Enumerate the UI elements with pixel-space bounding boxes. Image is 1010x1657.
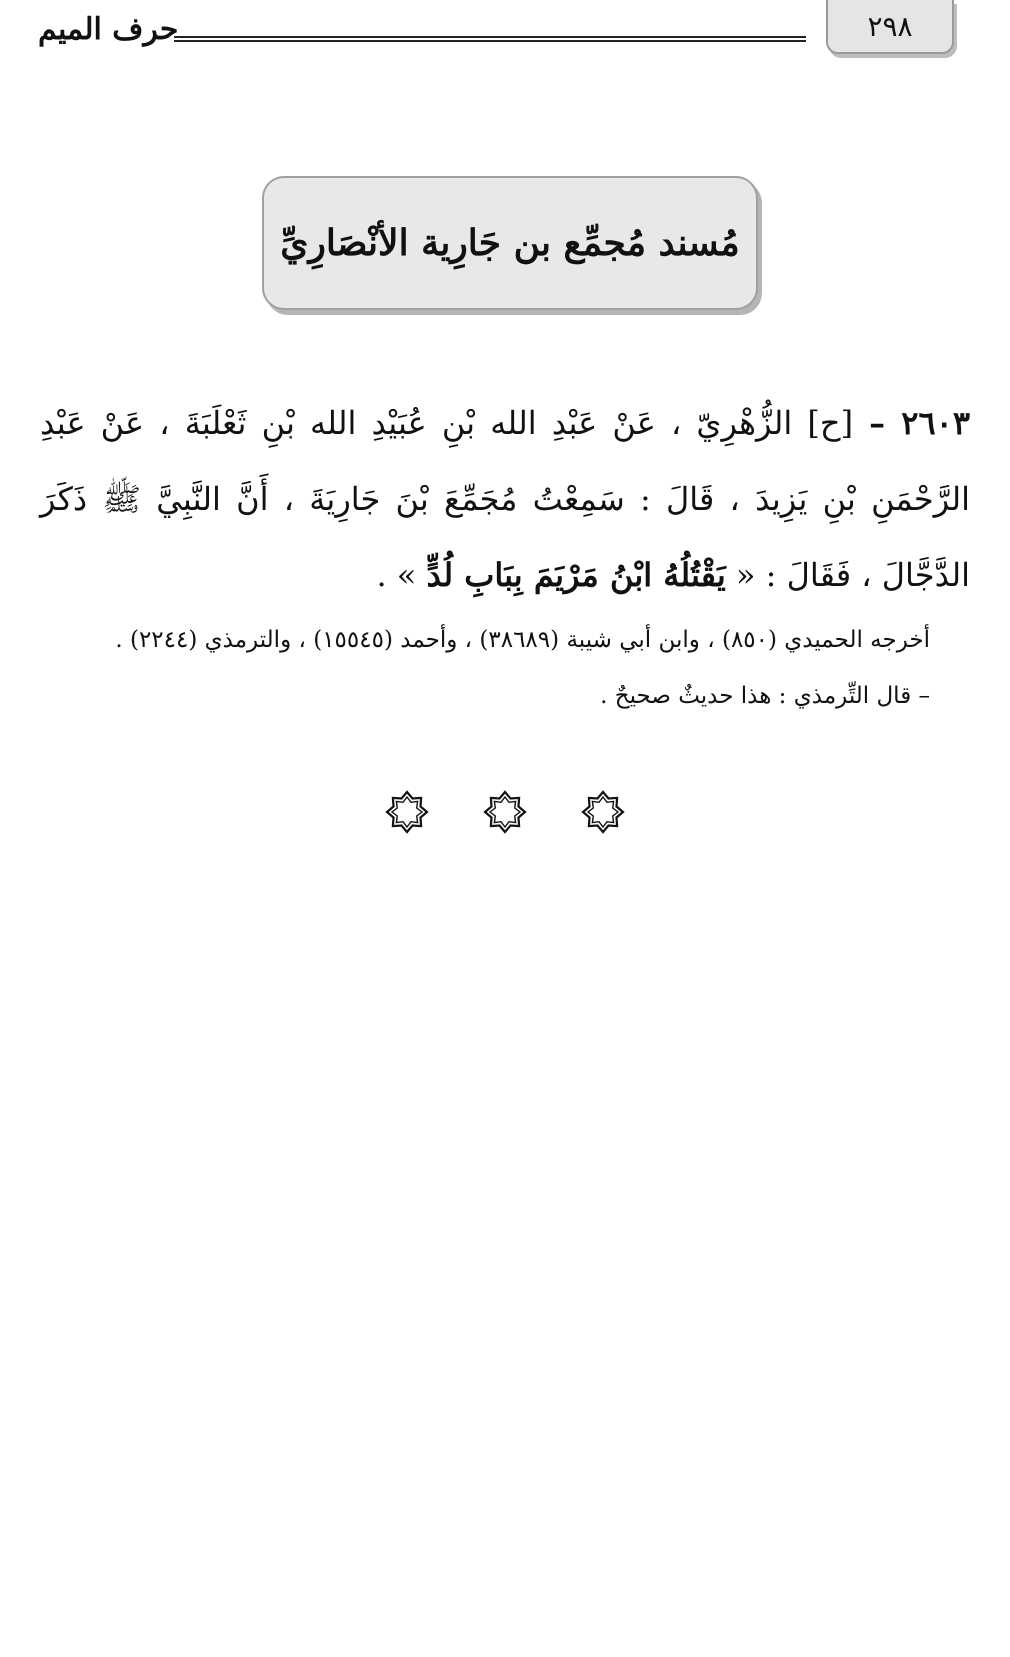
page-number: [826, 0, 954, 54]
grading-note: – قال التِّرمذي : هذا حديثٌ صحيحٌ .: [600, 683, 930, 709]
eight-point-star-icon: [483, 790, 527, 834]
page-number-text: ٢٩٨: [867, 9, 913, 43]
section-title-box: [262, 176, 758, 310]
hadith-prophetic-saying: يَقْتُلُهُ ابْنُ مَرْيَمَ بِبَابِ لُدٍّ: [426, 556, 726, 594]
takhrij-note: أخرجه الحميدي (٨٥٠) ، وابن أبي شيبة (٣٨٦٨٩) ، وأحمد (١٥٥٤٥) ، والترمذي (٢٢٤٤) .: [115, 627, 930, 653]
hadith-narration: [ح] الزُّهْرِيّ ، عَنْ عَبْدِ الله بْنِ عُبَيْدِ الله بْنِ ثَعْلَبَةَ ، عَنْ عَبْدِ الرَّحْمَنِ بْنِ يَزِيدَ ، قَالَ : سَمِعْتُ مُجَمِّعَ بْنَ جَارِيَةَ ، أَنَّ النَّبِيَّ ﷺ ذَكَرَ الدَّجَّالَ ، فَقَالَ : «: [40, 404, 970, 594]
star-separator: [385, 788, 625, 836]
chapter-title: حرف الميم: [38, 12, 179, 47]
eight-point-star-icon: [581, 790, 625, 834]
footnotes: [60, 612, 930, 724]
header-rule: [174, 36, 806, 42]
hadith-text: [40, 385, 970, 613]
eight-point-star-icon: [385, 790, 429, 834]
page-header: [0, 0, 1010, 70]
hadith-number: ٢٦٠٣ –: [853, 404, 971, 442]
section-title: مُسند مُجمِّع بن جَارِية الأنْصَارِيِّ: [280, 222, 740, 264]
hadith-closing: » .: [376, 556, 427, 594]
